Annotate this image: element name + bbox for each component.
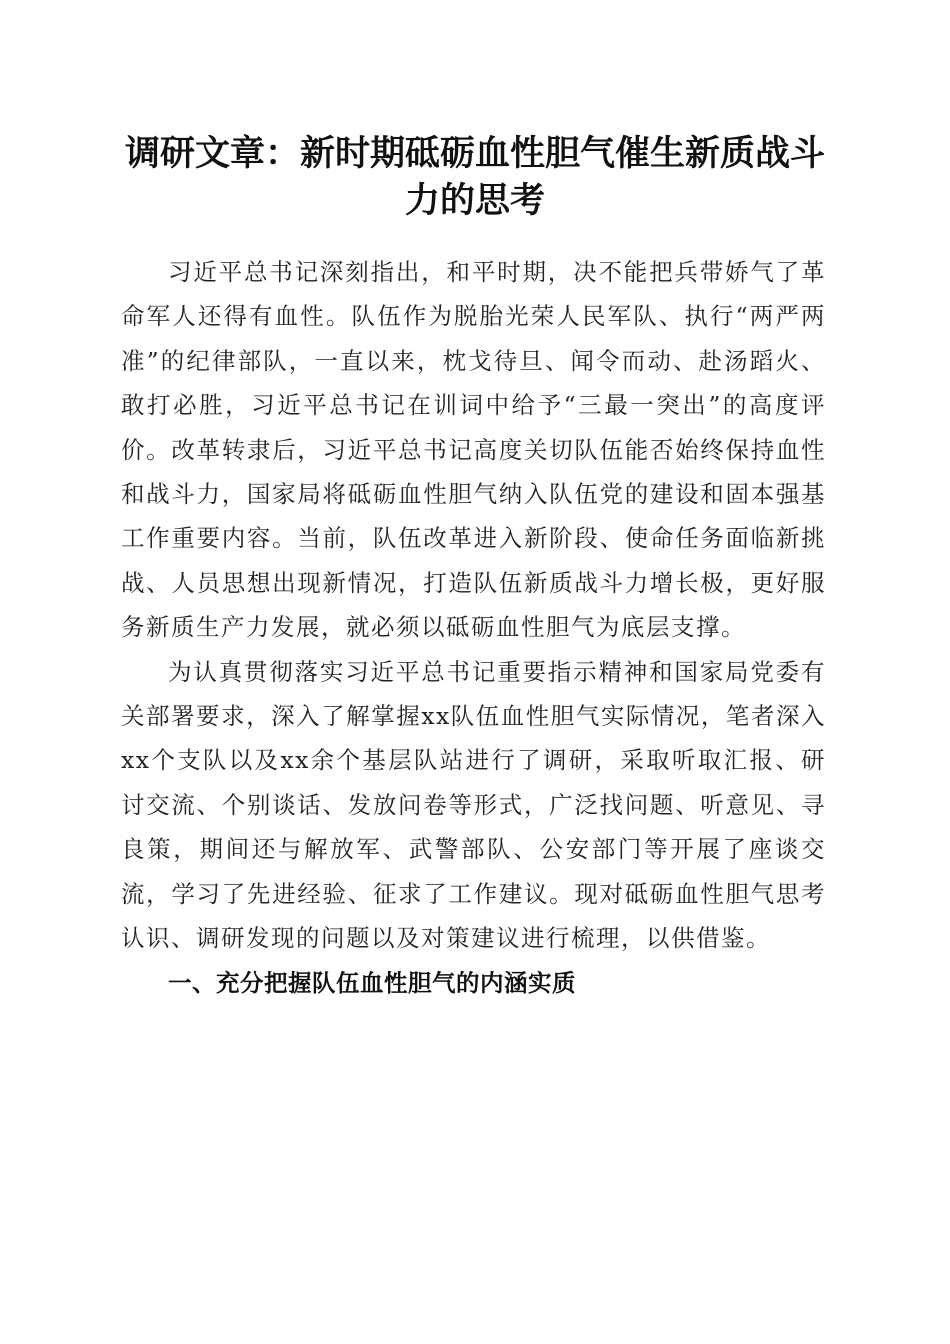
- document-title: 调研文章：新时期砥砺血性胆气催生新质战斗力的思考: [124, 133, 825, 221]
- body-paragraph-2: 为认真贯彻落实习近平总书记重要指示精神和国家局党委有关部署要求，深入了解掌握xx队伍血性胆气实际情况，笔者深入xx个支队以及xx余个基层队站进行了调研，采取听取汇报、研讨交流、个别谈话、发放问卷等形式，广泛找问题、听意见、寻良策，期间还与解放军、武警部队、公安部门等开展了座谈交流，学习了先进经验、征求了工作建议。现对砥砺血性胆气思考认识、调研发现的问题以及对策建议进行梳理，以供借鉴。: [121, 657, 826, 953]
- document-body: [121, 250, 826, 1005]
- body-paragraph-1: 习近平总书记深刻指出，和平时期，决不能把兵带娇气了革命军人还得有血性。队伍作为脱胎光荣人民军队、执行“两严两准”的纪律部队，一直以来，枕戈待旦、闻令而动、赴汤蹈火、敢打必胜，习近平总书记在训词中给予“三最一突出”的高度评价。改革转隶后，习近平总书记高度关切队伍能否始终保持血性和战斗力，国家局将砥砺血性胆气纳入队伍党的建设和固本强基工作重要内容。当前，队伍改革进入新阶段、使命任务面临新挑战、人员思想出现新情况，打造队伍新质战斗力增长极，更好服务新质生产力发展，就必须以砥砺血性胆气为底层支撑。: [121, 258, 826, 642]
- section-heading: 一、充分把握队伍血性胆气的内涵实质: [168, 968, 576, 997]
